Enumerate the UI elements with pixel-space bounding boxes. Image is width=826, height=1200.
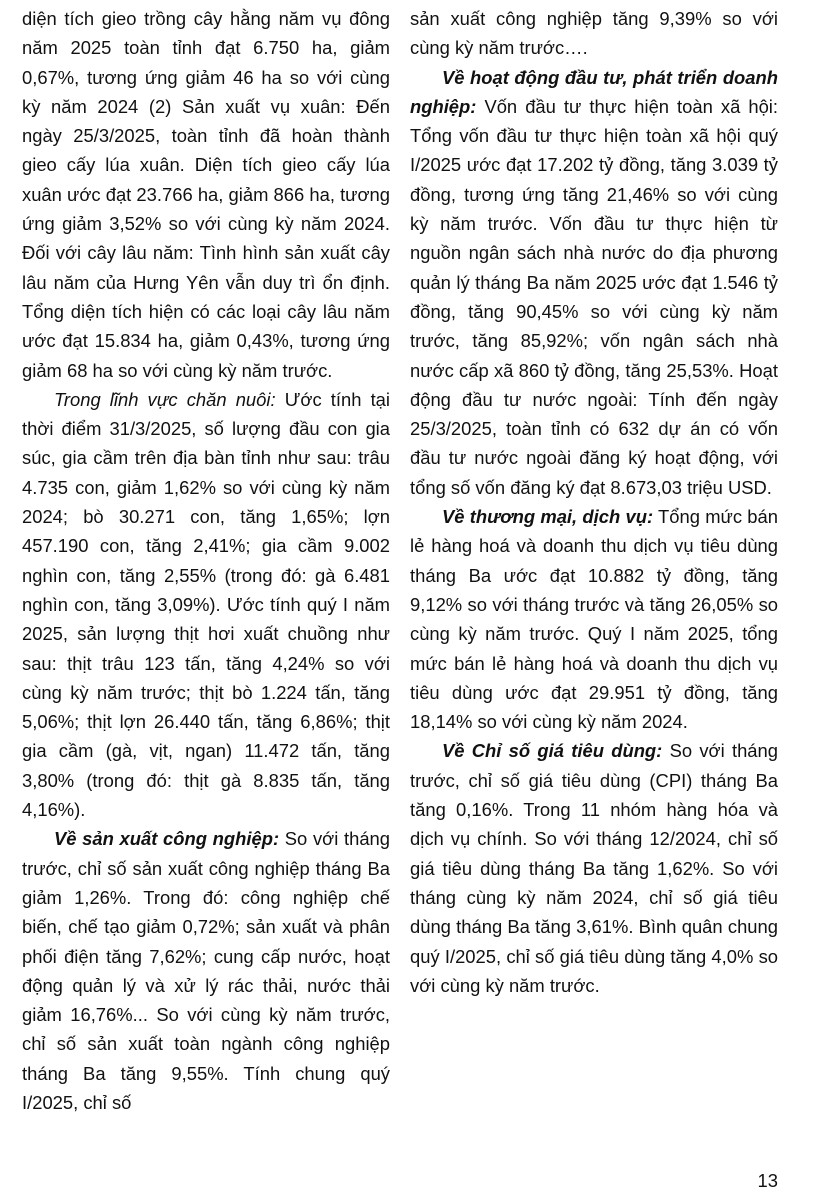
paragraph-trade <box>410 502 778 736</box>
paragraph-crops-text: diện tích gieo trồng cây hằng năm vụ đông năm 2025 toàn tỉnh đạt 6.750 ha, giảm 0,67%, tương ứng giảm 46 ha so với cùng kỳ năm 2024 (2) Sản xuất vụ xuân: Đến ngày 25/3/2025, toàn tỉnh đã hoàn thành gieo cấy lúa xuân. Diện tích gieo cấy lúa xuân ước đạt 23.766 ha, giảm 866 ha, tương ứng giảm 3,52% so với cùng kỳ năm 2024. Đối với cây lâu năm: Tình hình sản xuất cây lâu năm của Hưng Yên vẫn duy trì ổn định. Tổng diện tích hiện có các loại cây lâu năm ước đạt 15.834 ha, giảm 0,43%, tương ứng giảm 68 ha so với cùng kỳ năm trước. <box>22 8 390 381</box>
paragraph-industry <box>22 824 390 1117</box>
paragraph-livestock <box>22 385 390 824</box>
investment-text: Vốn đầu tư thực hiện toàn xã hội: Tổng vốn đầu tư thực hiện toàn xã hội quý I/2025 ước đạt 17.202 tỷ đồng, tăng 3.039 tỷ đồng, tương ứng tăng 21,46% so với cùng kỳ năm trước. Vốn đầu tư thực hiện từ nguồn ngân sách nhà nước do địa phương quản lý tháng Ba năm 2025 ước đạt 1.546 tỷ đồng, tăng 90,45% so với cùng kỳ năm trước, tăng 85,92%; vốn ngân sách nhà nước cấp xã 860 tỷ đồng, tăng 25,53%. Hoạt động đầu tư nước ngoài: Tính đến ngày 25/3/2025, toàn tỉnh có 632 dự án có vốn đầu tư nước ngoài đăng ký hoạt động, với tổng số vốn đăng ký đạt 8.673,03 triệu USD. <box>410 95 778 498</box>
paragraph-cpi <box>410 736 778 1000</box>
industry-continued-text: sản xuất công nghiệp tăng 9,39% so với cùng kỳ năm trước…. <box>410 8 778 59</box>
livestock-text: Ước tính tại thời điểm 31/3/2025, số lượng đầu con gia súc, gia cầm trên địa bàn tỉnh như sau: trâu 4.735 con, giảm 1,62% so với cùng kỳ năm 2024; bò 30.271 con, tăng 1,65%; lợn 457.190 con, tăng 2,41%; gia cầm 9.002 nghìn con, tăng 2,55% (trong đó: gà 6.481 nghìn con, tăng 3,09%). Ước tính quý I năm 2025, sản lượng thịt hơi xuất chuồng như sau: thịt trâu 123 tấn, tăng 4,24% so với cùng kỳ năm trước; thịt bò 1.224 tấn, tăng 5,06%; thịt lợn 26.440 tấn, tăng 6,86%; thịt gia cầm (gà, vịt, ngan) 11.472 tấn, tăng 3,80% (trong đó: thịt gà 8.835 tấn, tăng 4,16%). <box>22 388 390 821</box>
paragraph-investment <box>410 63 778 502</box>
trade-text: Tổng mức bán lẻ hàng hoá và doanh thu dịch vụ tiêu dùng tháng Ba ước đạt 10.882 tỷ đồng, tăng 9,12% so với tháng trước và tăng 26,05% so cùng kỳ năm trước. Quý I năm 2025, tổng mức bán lẻ hàng hoá và doanh thu dịch vụ tiêu dùng ước đạt 29.951 tỷ đồng, tăng 18,14% so với cùng kỳ năm 2024. <box>410 506 778 733</box>
industry-text: So với tháng trước, chỉ số sản xuất công nghiệp tháng Ba giảm 1,26%. Trong đó: công nghiệp chế biến, chế tạo giảm 0,72%; sản xuất và phân phối điện tăng 7,62%; cung cấp nước, hoạt động quản lý và xử lý rác thải, nước thải giảm 16,76%... So với cùng kỳ năm trước, chỉ số sản xuất toàn ngành công nghiệp tháng Ba tăng 9,55%. Tính chung quý I/2025, chỉ số <box>22 828 390 1113</box>
cpi-heading: Về Chỉ số giá tiêu dùng: <box>442 740 663 762</box>
trade-heading: Về thương mại, dịch vụ: <box>442 506 654 528</box>
industry-heading: Về sản xuất công nghiệp: <box>54 828 280 850</box>
left-column <box>22 4 390 1117</box>
right-column <box>410 4 778 1000</box>
paragraph-crops <box>22 4 390 385</box>
paragraph-industry-continued <box>410 4 778 63</box>
livestock-heading: Trong lĩnh vực chăn nuôi: <box>54 388 276 410</box>
cpi-text: So với tháng trước, chỉ số giá tiêu dùng (CPI) tháng Ba tăng 0,16%. Trong 11 nhóm hàng hóa và dịch vụ chính. So với tháng 12/2024, chỉ số giá tiêu dùng tháng Ba tăng 1,62%. So với tháng cùng kỳ năm 2024, chỉ số giá tiêu dùng tháng Ba tăng 3,61%. Bình quân chung quý I/2025, chỉ số giá tiêu dùng tăng 4,0% so với cùng kỳ năm trước. <box>410 740 778 996</box>
page-number: 13 <box>757 1170 778 1191</box>
investment-heading: Về hoạt động đầu tư, phát triển doanh nghiệp: <box>410 66 778 117</box>
